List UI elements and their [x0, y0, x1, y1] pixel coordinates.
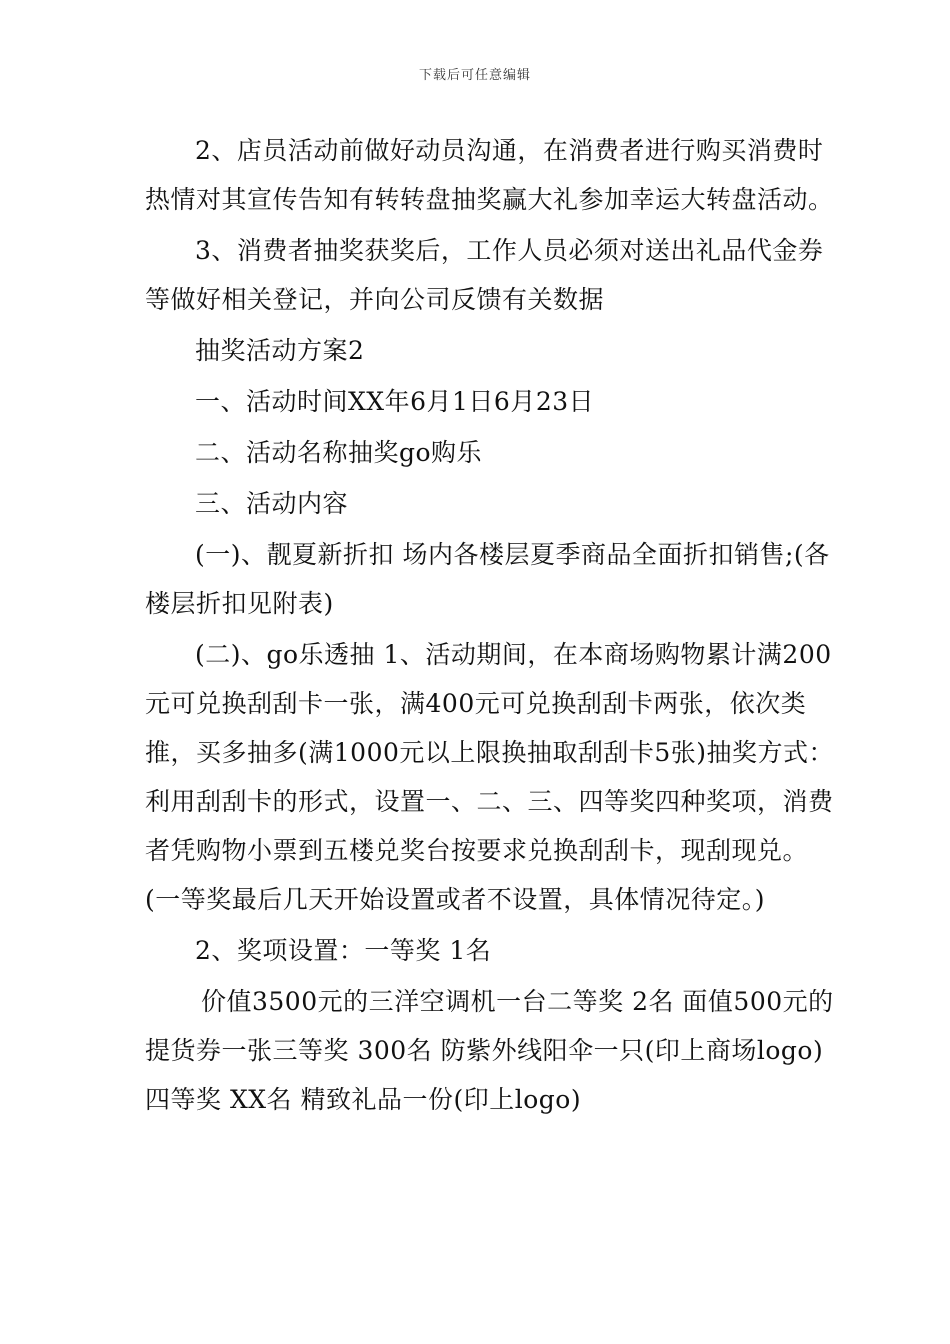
page-header: 下载后可任意编辑	[418, 68, 531, 83]
document-body	[145, 126, 835, 1124]
paragraph-lottery-rules: (二)、go乐透抽 1、活动期间，在本商场购物累计满200元可兑换刮刮卡一张，满400元可兑换刮刮卡两张，依次类推，买多抽多(满1000元以上限换抽取刮刮卡5张)抽奖方式：利用刮刮卡的形式，设置一、二、三、四等奖四种奖项，消费者凭购物小票到五楼兑奖台按要求兑换刮刮卡，现刮现兑。(一等奖最后几天开始设置或者不设置，具体情况待定。)	[145, 640, 835, 914]
section-title-plan-2: 抽奖活动方案2	[195, 336, 365, 365]
paragraph-activity-content: 三、活动内容	[195, 489, 349, 518]
paragraph-prize-registration: 3、消费者抽奖获奖后，工作人员必须对送出礼品代金券等做好相关登记，并向公司反馈有关数据	[145, 236, 824, 314]
paragraph-summer-discount: (一)、靓夏新折扣 场内各楼层夏季商品全面折扣销售;(各楼层折扣见附表)	[145, 540, 830, 618]
paragraph-prize-details: 价值3500元的三洋空调机一台二等奖 2名 面值500元的提货券一张三等奖 300名 防紫外线阳伞一只(印上商场logo)四等奖 XX名 精致礼品一份(印上logo)	[145, 987, 834, 1114]
paragraph-activity-time: 一、活动时间XX年6月1日6月23日	[195, 387, 595, 416]
paragraph-prize-setting: 2、奖项设置：一等奖 1名	[195, 936, 492, 965]
paragraph-staff-communication: 2、店员活动前做好动员沟通，在消费者进行购买消费时热情对其宣传告知有转转盘抽奖赢大礼参加幸运大转盘活动。	[145, 136, 834, 214]
paragraph-activity-name: 二、活动名称抽奖go购乐	[195, 438, 483, 467]
